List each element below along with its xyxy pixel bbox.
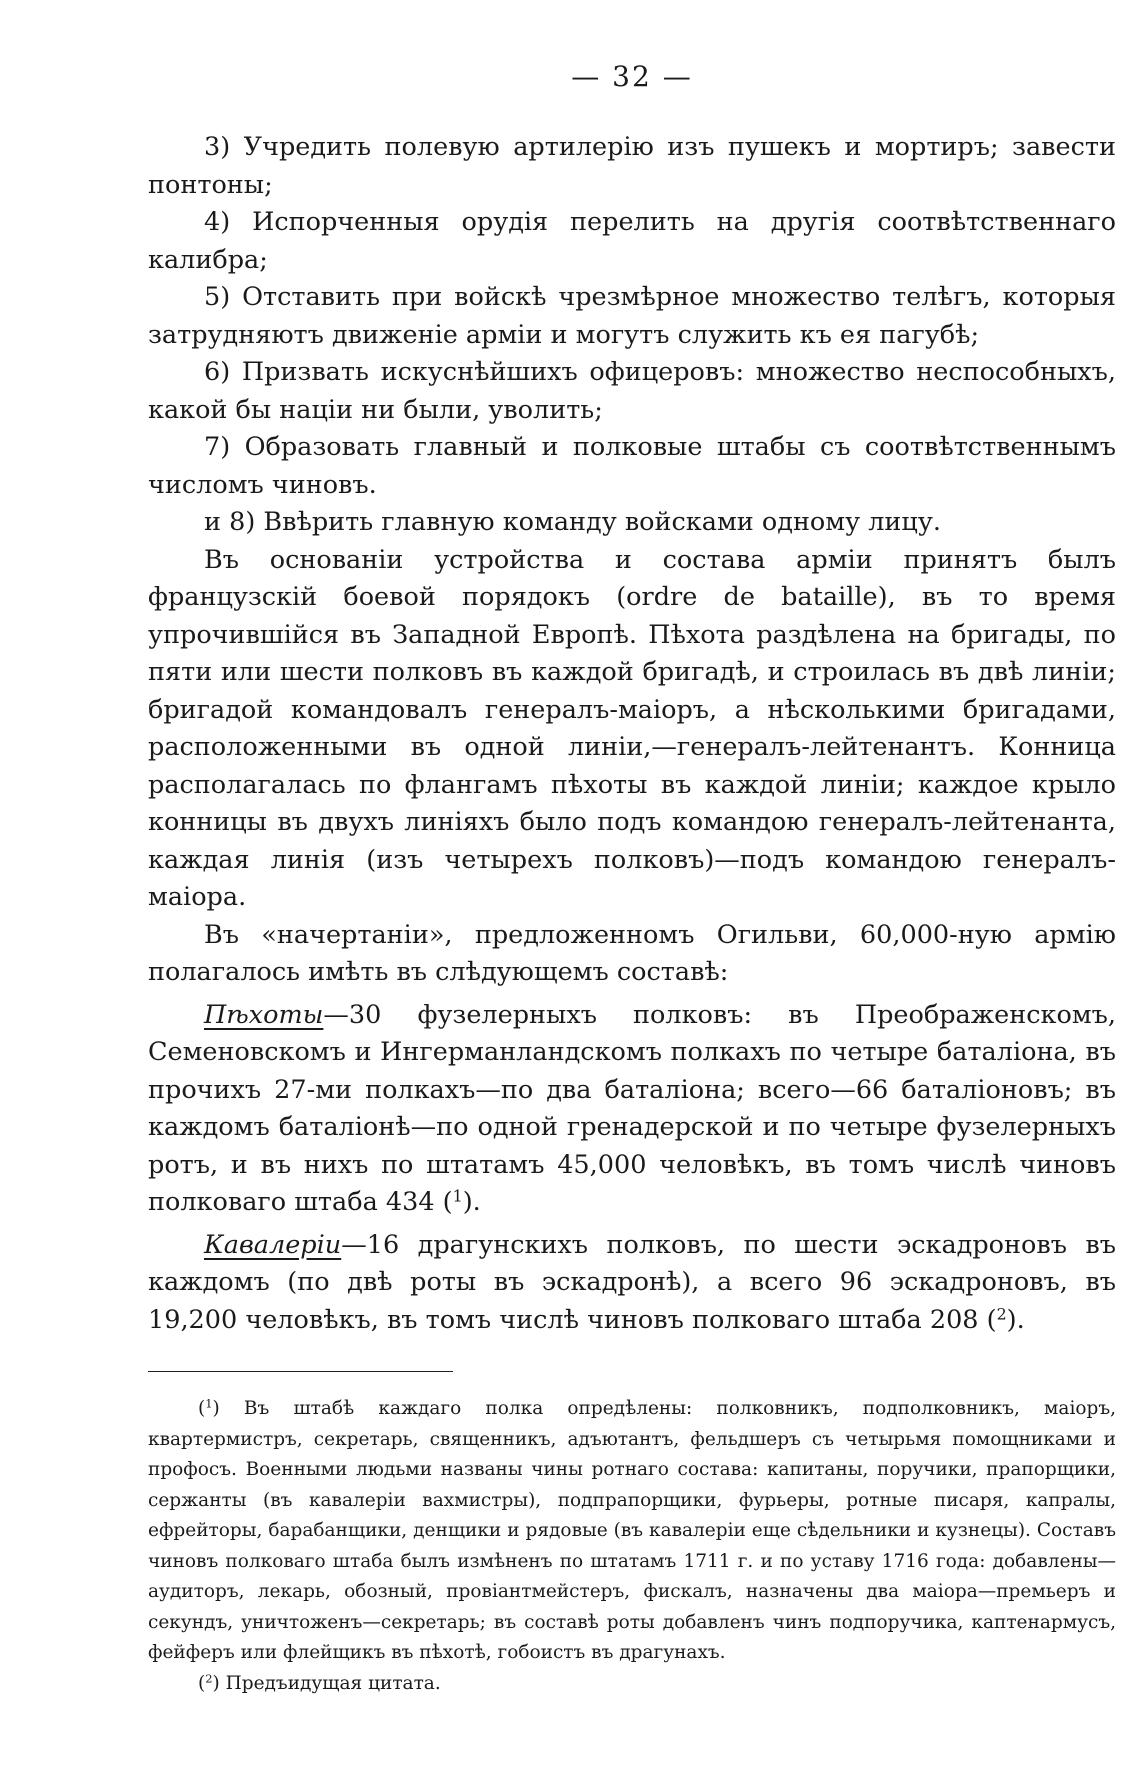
- footnote-1-open: (: [198, 1398, 206, 1419]
- footnote-2-open: (: [198, 1672, 206, 1694]
- footnote-ref-1[interactable]: 1: [452, 1186, 463, 1206]
- list-item-5: 5) Отставить при войскѣ чрезмѣрное множество телѣгъ, которыя затрудняютъ движеніе арміи и могутъ служить къ ея пагубѣ;: [148, 282, 1116, 350]
- infantry-heading: Пѣхоты: [204, 999, 324, 1030]
- paragraph-infantry: [148, 997, 1116, 1222]
- list-item-6: 6) Призвать искуснѣйшихъ офицеровъ: множество неспособныхъ, какой бы націи ни были, уволить;: [148, 357, 1116, 425]
- footnote-2-text: ) Предъидущая цитата.: [212, 1672, 441, 1694]
- page-number: — 32 —: [571, 60, 693, 93]
- footnote-2-mark: 2: [205, 1671, 213, 1686]
- paragraph-cavalry: [148, 1227, 1116, 1340]
- book-page: [148, 60, 1116, 1699]
- footnote-ref-2[interactable]: 2: [996, 1303, 1007, 1323]
- main-text: [148, 129, 1116, 1339]
- footnote-1: [148, 1394, 1116, 1669]
- footnote-divider: [148, 1371, 453, 1372]
- infantry-text: —30 фузелерныхъ полковъ: въ Преображенскомъ, Семеновскомъ и Ингерманландскомъ полкахъ по четыре баталіона, въ прочихъ 27-ми полкахъ—по два баталіона; всего—66 баталіоновъ; въ каждомъ баталіонѣ—по одной гренадерской и по четыре фузелерныхъ ротъ, и въ нихъ по штатамъ 45,000 человѣкъ, въ томъ числѣ чиновъ полковаго штаба 434 (: [148, 999, 1116, 1217]
- list-item-4: 4) Испорченныя орудія перелить на другія соотвѣтственнаго калибра;: [148, 207, 1116, 275]
- cavalry-heading: Кавалеріи: [204, 1229, 342, 1260]
- list-item-3: 3) Учредить полевую артилерію изъ пушекъ и мортиръ; завести понтоны;: [148, 132, 1116, 200]
- footnote-1-text: ) Въ штабѣ каждаго полка опредѣлены: полковникъ, подполковникъ, маіоръ, квартермистръ, секретарь, священникъ, адъютантъ, фельдшеръ съ четырьмя помощниками и профосъ. Военными людьми названы чины ротнаго состава: капитаны, поручики, прапорщики, сержанты (въ кавалеріи вахмистры), подпрапорщики, фурьеры, ротные писаря, капралы, ефрейторы, барабанщики, денщики и рядовые (въ кавалеріи еще сѣдельники и кузнецы). Составъ чиновъ полковаго штаба былъ измѣненъ по штатамъ 1711 г. и по уставу 1716 года: добавлены—аудиторъ, лекарь, обозный, провіантмейстеръ, фискалъ, назначены два маіора—премьеръ и секундъ, уничтоженъ—секретарь; въ составѣ роты добавленъ чинъ подпоручика, каптенармусъ, фейферъ или флейщикъ въ пѣхотѣ, гобоистъ въ драгунахъ.: [148, 1398, 1116, 1663]
- infantry-text-end: ).: [462, 1187, 481, 1217]
- footnote-2: [148, 1669, 1116, 1700]
- paragraph-army-structure: Въ основаніи устройства и состава арміи принятъ былъ французскій боевой порядокъ (ordre de bataille), въ то время упрочившійся въ Западной Европѣ. Пѣхота раздѣлена на бригады, по пяти или шести полковъ въ каждой бригадѣ, и строилась въ двѣ линіи; бригадой командовалъ генералъ-маіоръ, а нѣсколькими бригадами, расположенными въ одной линіи,—генералъ-лейтенантъ. Конница располагалась по флангамъ пѣхоты въ каждой линіи; каждое крыло конницы въ двухъ линіяхъ было подъ командою генералъ-лейтенанта, каждая линія (изъ четырехъ полковъ)—подъ командою генералъ-маіора.: [148, 544, 1116, 912]
- cavalry-text-end: ).: [1006, 1304, 1025, 1335]
- footnotes: [148, 1394, 1116, 1699]
- paragraph-ogilvie-plan: Въ «начертаніи», предложенномъ Огильви, 60,000-ную армію полагалось имѣть въ слѣдующемъ составѣ:: [148, 919, 1116, 987]
- list-item-8: и 8) Ввѣрить главную команду войсками одному лицу.: [204, 507, 941, 537]
- footnote-1-mark: 1: [205, 1396, 213, 1411]
- cavalry-text: —16 драгунскихъ полковъ, по шести эскадроновъ въ каждомъ (по двѣ роты въ эскадронѣ), а всего 96 эскадроновъ, въ 19,200 человѣкъ, въ томъ числѣ чиновъ полковаго штаба 208 (: [148, 1229, 1116, 1335]
- list-item-7: 7) Образовать главный и полковые штабы съ соотвѣтственнымъ числомъ чиновъ.: [148, 432, 1116, 500]
